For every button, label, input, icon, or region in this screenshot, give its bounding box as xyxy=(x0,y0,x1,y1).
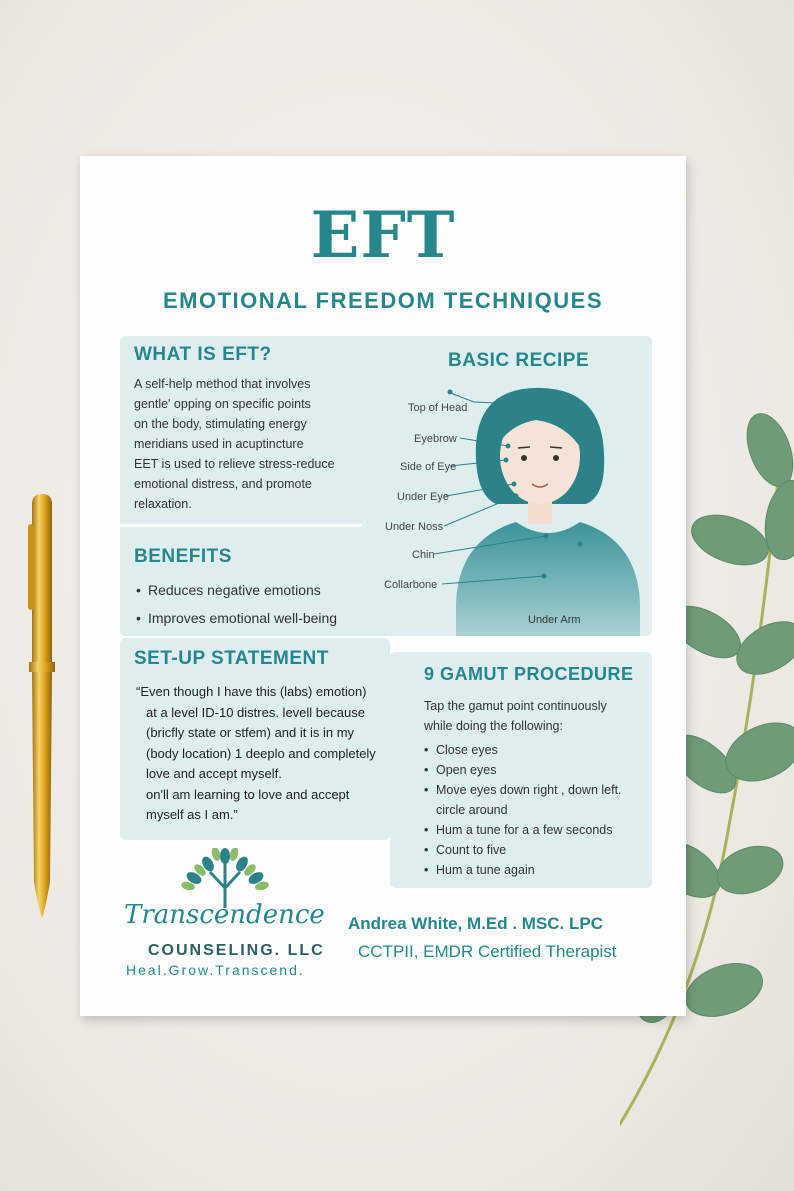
gamut-heading: 9 GAMUT PROCEDURE xyxy=(424,664,634,684)
benefit-item: • Improves emotional well-being xyxy=(136,604,337,632)
label-under-eye: Under Eye xyxy=(397,491,449,503)
gamut-item: • Count to five xyxy=(424,840,622,860)
what-line: A self-help method that involves xyxy=(134,377,311,391)
flyer-subtitle: EMOTIONAL FREEDOM TECHNIQUES xyxy=(162,288,604,313)
what-line: relaxation. xyxy=(134,497,192,511)
benefit-item: • Reduces negative emotions xyxy=(136,576,337,604)
setup-heading: SET-UP STATEMENT xyxy=(134,648,329,669)
logo-company-name: COUNSELING. LLC xyxy=(148,942,325,959)
gamut-item: • Move eyes down right , down left. xyxy=(424,780,622,800)
label-under-arm: Under Arm xyxy=(528,614,581,626)
gamut-intro xyxy=(424,696,607,736)
what-line: on the body, stimulating energy xyxy=(134,417,307,431)
therapist-name: Andrea White, M.Ed . MSC. LPC xyxy=(348,914,604,933)
label-leader-lines xyxy=(80,156,686,656)
gamut-item: • Hum a tune again xyxy=(424,860,622,880)
gamut-item: • Close eyes xyxy=(424,740,622,760)
label-collarbone: Collarbone xyxy=(384,579,438,591)
benefits-heading: BENEFITS xyxy=(134,546,232,567)
eft-flyer xyxy=(80,156,686,1016)
flyer-title: EFT xyxy=(310,198,456,273)
label-chin: Chin xyxy=(412,549,435,561)
gamut-item-continued: circle around xyxy=(436,803,508,817)
what-line: EET is used to relieve stress-reduce xyxy=(134,457,335,471)
label-under-nose: Under Noss xyxy=(385,521,444,533)
therapist-credentials: CCTPII, EMDR Certified Therapist xyxy=(358,942,617,961)
label-eyebrow: Eyebrow xyxy=(414,433,457,445)
gamut-item: • Open eyes xyxy=(424,760,622,780)
setup-line: love and accept myself. xyxy=(146,766,282,781)
gamut-intro-line: Tap the gamut point continuously xyxy=(424,699,607,713)
gamut-item: • Hum a tune for a a few seconds xyxy=(424,820,622,840)
label-side-of-eye: Side of Eye xyxy=(400,461,457,473)
what-line: gentle' opping on specific points xyxy=(134,397,311,411)
gamut-list xyxy=(424,740,622,880)
recipe-heading: BASIC RECIPE xyxy=(448,350,590,371)
setup-line: at a level ID-10 distres. levell because xyxy=(146,704,365,720)
gamut-intro-line: while doing the following: xyxy=(424,719,563,733)
what-line: meridians used in acuptincture xyxy=(134,437,304,451)
setup-line: on'll am learning to love and accept xyxy=(146,786,350,802)
setup-line: (body location) 1 deeplo and completely xyxy=(146,745,376,761)
what-line: emotional distress, and promote xyxy=(134,477,312,491)
logo-script-text: Transcendence xyxy=(124,900,325,930)
setup-line: (bricfly state or stfem) and it is in my xyxy=(146,725,355,740)
setup-line: “Even though I have this (labs) emotion) xyxy=(136,684,367,699)
what-heading: WHAT IS EFT? xyxy=(134,344,272,365)
label-top-of-head: Top of Head xyxy=(408,402,468,414)
logo-tagline: Heal.Grow.Transcend. xyxy=(126,962,305,978)
setup-text xyxy=(136,682,376,826)
gold-pen xyxy=(24,492,68,924)
setup-line: myself as I am.” xyxy=(146,807,238,822)
